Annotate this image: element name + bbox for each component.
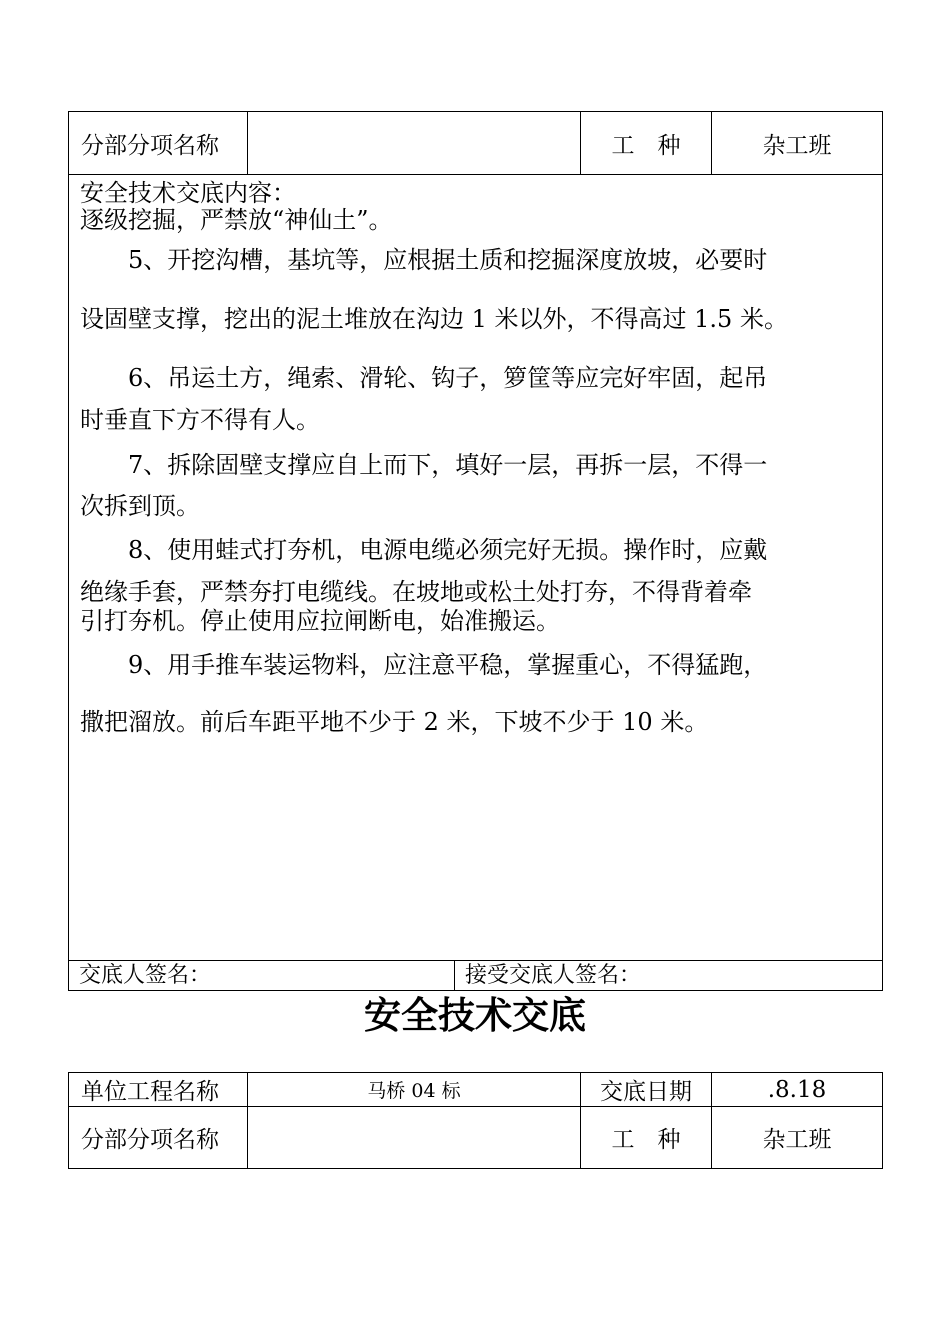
- project-name-value: 马桥 04 标: [248, 1073, 581, 1107]
- briefing-content-cell: [69, 175, 883, 961]
- content-line: 时垂直下方不得有人。: [80, 406, 320, 434]
- content-line: 7、拆除固壁支撑应自上而下，填好一层，再拆一层，不得一: [80, 451, 768, 479]
- giver-signature: 交底人签名：: [69, 961, 455, 991]
- briefing-content-heading: 安全技术交底内容：: [80, 179, 296, 207]
- section-name-value: [248, 112, 581, 175]
- briefing-content: [80, 179, 872, 960]
- safety-briefing-table-page1: [68, 111, 883, 991]
- content-line: 8、使用蛙式打夯机，电源电缆必须完好无损。操作时，应戴: [80, 536, 768, 564]
- receiver-signature: 接受交底人签名：: [455, 961, 883, 991]
- content-line: 撒把溜放。前后车距平地不少于 2 米，下坡不少于 10 米。: [80, 708, 709, 736]
- briefing-date-value: .8.18: [712, 1073, 883, 1107]
- content-line: 次拆到顶。: [80, 492, 200, 520]
- trade-label: 工 种: [581, 1107, 712, 1169]
- content-line: 逐级挖掘，严禁放“神仙土”。: [80, 206, 393, 234]
- content-line: 6、吊运土方，绳索、滑轮、钩子，箩筐等应完好牢固，起吊: [80, 364, 768, 392]
- content-line: 引打夯机。停止使用应拉闸断电，始准搬运。: [80, 607, 560, 635]
- content-line: 5、开挖沟槽，基坑等，应根据土质和挖掘深度放坡，必要时: [80, 246, 768, 274]
- content-line: 设固壁支撑，挖出的泥土堆放在沟边 1 米以外，不得高过 1.5 米。: [80, 305, 788, 333]
- trade-label: 工 种: [581, 112, 712, 175]
- content-line: 9、用手推车装运物料，应注意平稳，掌握重心，不得猛跑，: [80, 651, 768, 679]
- content-line: 绝缘手套，严禁夯打电缆线。在坡地或松土处打夯，不得背着牵: [80, 578, 752, 606]
- section-name-value: [248, 1107, 581, 1169]
- safety-briefing-table-page2: [68, 1072, 883, 1169]
- trade-value: 杂工班: [712, 1107, 883, 1169]
- document-title: 安全技术交底: [364, 994, 586, 1037]
- project-name-label: 单位工程名称: [69, 1073, 248, 1107]
- trade-value: 杂工班: [712, 112, 883, 175]
- section-name-label: 分部分项名称: [69, 112, 248, 175]
- briefing-date-label: 交底日期: [581, 1073, 712, 1107]
- section-name-label: 分部分项名称: [69, 1107, 248, 1169]
